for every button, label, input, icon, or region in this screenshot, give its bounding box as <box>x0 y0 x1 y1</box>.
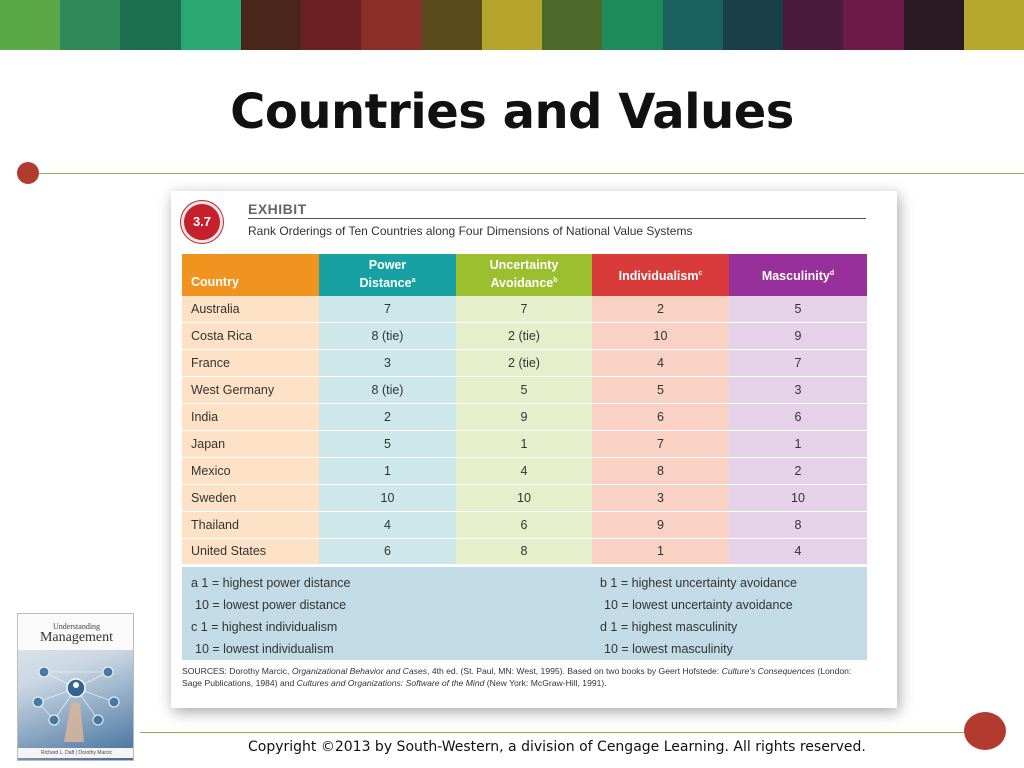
footer-bullet-dot <box>964 712 1006 750</box>
footnote-b1: b 1 = highest uncertainty avoidance <box>600 576 798 590</box>
cell-individualism: 1 <box>592 538 729 565</box>
table-row <box>182 430 867 457</box>
header-power-sup: a <box>411 277 416 285</box>
stripe-segment <box>0 0 60 50</box>
cell-country: United States <box>182 538 319 565</box>
network-people-icon <box>24 658 128 742</box>
cell-individualism: 5 <box>592 377 729 404</box>
table-row <box>182 511 867 538</box>
book-title-line1: Understanding <box>52 622 101 631</box>
stripe-segment <box>602 0 662 50</box>
footer-divider <box>140 732 966 733</box>
cell-uncertainty: 5 <box>456 377 592 404</box>
cell-uncertainty: 2 (tie) <box>456 323 592 350</box>
stripe-segment <box>181 0 241 50</box>
stripe-segment <box>964 0 1024 50</box>
header-uncertainty-sup: b <box>553 277 558 285</box>
cell-masculinity: 4 <box>729 538 867 565</box>
cell-uncertainty: 8 <box>456 538 592 565</box>
footnote-a10: 10 = lowest power distance <box>195 598 347 612</box>
cell-masculinity: 3 <box>729 377 867 404</box>
cell-uncertainty: 6 <box>456 511 592 538</box>
cell-power: 8 (tie) <box>319 377 456 404</box>
cell-power: 3 <box>319 350 456 377</box>
table-row <box>182 296 867 323</box>
cell-individualism: 4 <box>592 350 729 377</box>
cell-power: 8 (tie) <box>319 323 456 350</box>
header-uncertainty-line2: Avoidance <box>490 276 554 291</box>
stripe-segment <box>241 0 301 50</box>
cell-uncertainty: 4 <box>456 457 592 484</box>
footnote-b10: 10 = lowest uncertainty avoidance <box>604 598 793 612</box>
header-power-distance <box>319 254 456 296</box>
cell-individualism: 7 <box>592 430 729 457</box>
cell-country: France <box>182 350 319 377</box>
cell-masculinity: 5 <box>729 296 867 323</box>
cell-country: Japan <box>182 430 319 457</box>
stripe-segment <box>120 0 180 50</box>
stripe-segment <box>663 0 723 50</box>
book-title-line2: Management <box>39 630 114 645</box>
stripe-segment <box>542 0 602 50</box>
header-individualism-label: Individualism <box>618 269 699 284</box>
footnote-c10: 10 = lowest individualism <box>195 642 334 656</box>
header-power-line2: Distance <box>359 276 412 291</box>
cell-power: 2 <box>319 404 456 431</box>
table-row <box>182 538 867 565</box>
header-uncertainty-line1: Uncertainty <box>489 258 559 273</box>
country-values-table <box>182 254 867 565</box>
cell-country: Thailand <box>182 511 319 538</box>
table-row <box>182 404 867 431</box>
cell-individualism: 8 <box>592 457 729 484</box>
cell-individualism: 9 <box>592 511 729 538</box>
cell-country: Australia <box>182 296 319 323</box>
footnote-c1: c 1 = highest individualism <box>191 620 338 634</box>
cell-masculinity: 9 <box>729 323 867 350</box>
stripe-segment <box>361 0 421 50</box>
book-authors: Richard L. Daft | Dorothy Marcic <box>18 748 134 758</box>
cell-country: India <box>182 404 319 431</box>
cell-country: Sweden <box>182 484 319 511</box>
cell-masculinity: 8 <box>729 511 867 538</box>
copyright-text: Copyright ©2013 by South-Western, a division of Cengage Learning. All rights reserved. <box>248 739 866 755</box>
table-row <box>182 350 867 377</box>
cell-country: Costa Rica <box>182 323 319 350</box>
sources-text-1: SOURCES: Dorothy Marcic, <box>182 666 292 676</box>
cell-masculinity: 6 <box>729 404 867 431</box>
cell-masculinity: 2 <box>729 457 867 484</box>
cell-power: 6 <box>319 538 456 565</box>
footnotes-right <box>600 574 797 662</box>
cell-uncertainty: 9 <box>456 404 592 431</box>
cell-uncertainty: 2 (tie) <box>456 350 592 377</box>
cell-masculinity: 7 <box>729 350 867 377</box>
cell-country: Mexico <box>182 457 319 484</box>
stripe-segment <box>783 0 843 50</box>
footnotes-left <box>191 574 350 662</box>
cell-power: 4 <box>319 511 456 538</box>
exhibit-card <box>171 191 897 708</box>
header-power-line1: Power <box>368 258 407 273</box>
stripe-segment <box>60 0 120 50</box>
table-row <box>182 457 867 484</box>
sources-title-3: Cultures and Organizations: Software of the Mind <box>296 678 485 688</box>
stripe-segment <box>843 0 903 50</box>
cell-individualism: 3 <box>592 484 729 511</box>
footnote-a1: a 1 = highest power distance <box>191 576 351 590</box>
top-color-stripe <box>0 0 1024 50</box>
cell-individualism: 6 <box>592 404 729 431</box>
stripe-segment <box>482 0 542 50</box>
title-divider <box>28 173 1024 174</box>
cell-masculinity: 10 <box>729 484 867 511</box>
table-row <box>182 484 867 511</box>
slide-title: Countries and Values <box>230 84 794 140</box>
header-uncertainty-avoidance <box>456 254 592 296</box>
exhibit-number-badge: 3.7 <box>181 201 223 243</box>
header-masculinity-sup: d <box>829 269 835 277</box>
sources-text-4: (New York: McGraw-Hill, 1991). <box>484 678 607 688</box>
header-masculinity <box>729 254 867 296</box>
cell-uncertainty: 10 <box>456 484 592 511</box>
header-individualism-sup: c <box>698 269 703 277</box>
header-individualism <box>592 254 729 296</box>
sources-title-2: Culture's Consequences <box>721 666 815 676</box>
table-row <box>182 377 867 404</box>
cell-power: 10 <box>319 484 456 511</box>
stripe-segment <box>723 0 783 50</box>
cell-uncertainty: 7 <box>456 296 592 323</box>
header-country: Country <box>182 254 319 296</box>
cell-uncertainty: 1 <box>456 430 592 457</box>
book-cover-image <box>17 613 134 761</box>
table-row <box>182 323 867 350</box>
cell-masculinity: 1 <box>729 430 867 457</box>
table-footnotes <box>182 567 867 660</box>
exhibit-divider <box>248 218 866 219</box>
cell-individualism: 2 <box>592 296 729 323</box>
sources-title-1: Organizational Behavior and Cases <box>291 666 428 676</box>
header-masculinity-label: Masculinity <box>761 269 830 284</box>
table-header-row <box>182 254 867 296</box>
stripe-segment <box>422 0 482 50</box>
sources-note <box>182 665 872 689</box>
exhibit-label: EXHIBIT <box>248 201 307 217</box>
stripe-segment <box>904 0 964 50</box>
footnote-d10: 10 = lowest masculinity <box>604 642 733 656</box>
stripe-segment <box>301 0 361 50</box>
cell-power: 1 <box>319 457 456 484</box>
cell-power: 7 <box>319 296 456 323</box>
exhibit-caption: Rank Orderings of Ten Countries along Four Dimensions of National Value Systems <box>248 224 693 238</box>
cell-country: West Germany <box>182 377 319 404</box>
footnote-d1: d 1 = highest masculinity <box>600 620 738 634</box>
sources-text-3: (London: Sage Publications, 1984) and <box>182 666 852 688</box>
title-bullet-dot <box>17 162 39 184</box>
cell-individualism: 10 <box>592 323 729 350</box>
cell-power: 5 <box>319 430 456 457</box>
sources-text-2: , 4th ed. (St. Paul, MN: West, 1995). Based on two books by Geert Hofstede: <box>427 666 722 676</box>
